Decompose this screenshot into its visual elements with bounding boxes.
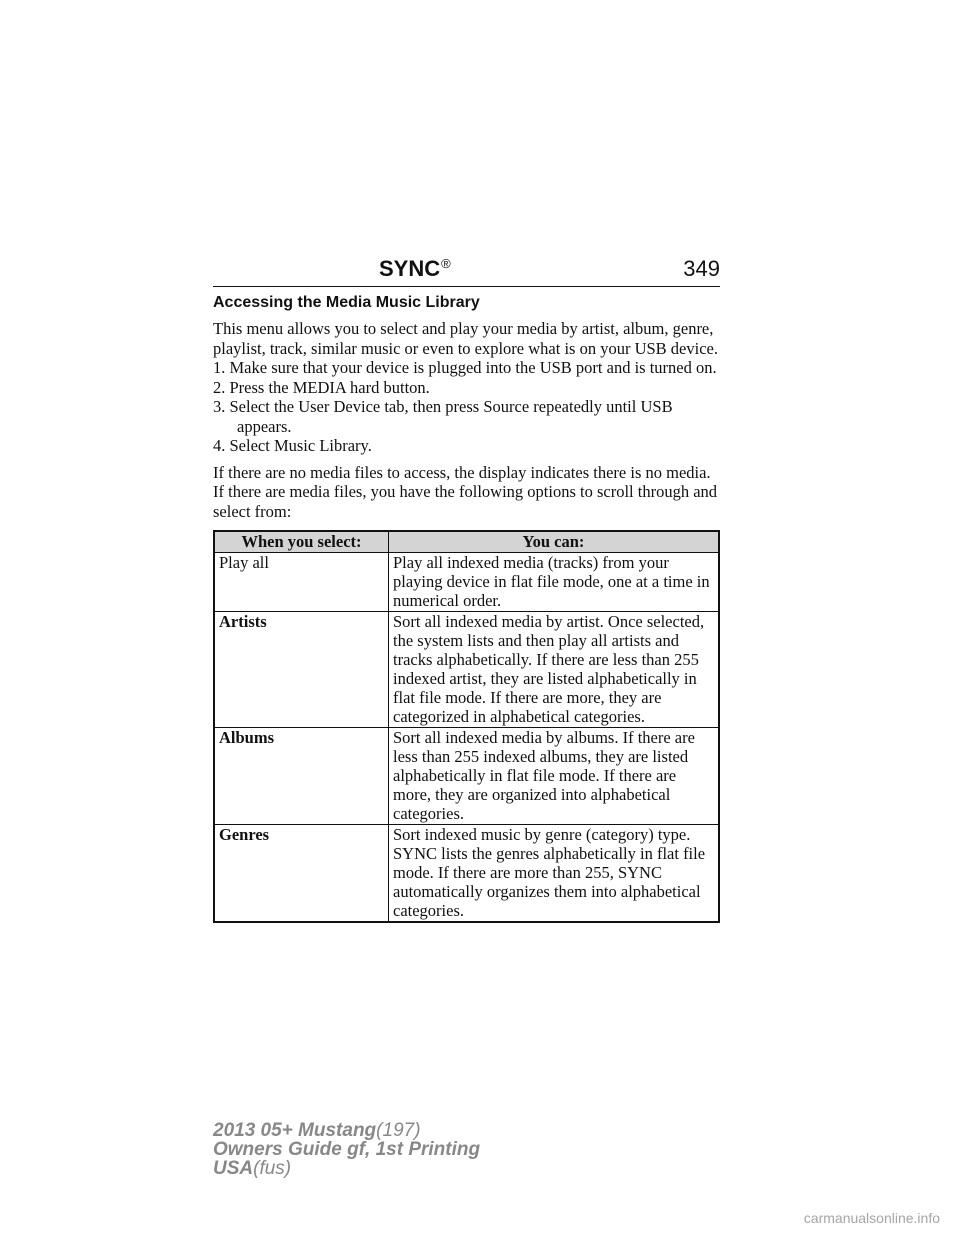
option-description: Sort indexed music by genre (category) type. SYNC lists the genres alphabetically in flat file mode. If there are more than 255, SYNC automatically organizes them into alphabetical categories.	[389, 824, 720, 922]
page-number: 349	[683, 256, 720, 281]
option-name: Artists	[214, 611, 389, 727]
table-row	[214, 611, 719, 727]
table-row	[214, 727, 719, 824]
step-item: 3. Select the User Device tab, then press Source repeatedly until USB appears.	[213, 397, 673, 436]
option-description: Sort all indexed media by artist. Once selected, the system lists and then play all artists and tracks alphabetically. If there are less than 255 indexed artist, they are listed alphabetically in flat file mode. If there are more, they are categorized in alphabetical categories.	[389, 611, 720, 727]
steps-list	[213, 358, 720, 456]
option-name: Play all	[214, 552, 389, 611]
table-header-row	[214, 531, 719, 552]
option-name: Genres	[214, 824, 389, 922]
option-name: Albums	[214, 727, 389, 824]
page-content	[213, 293, 720, 923]
registered-mark: ®	[441, 255, 451, 271]
page-header	[213, 256, 720, 287]
section-name-text: SYNC	[379, 256, 441, 281]
intro-paragraph: This menu allows you to select and play your media by artist, album, genre, playlist, track, similar music or even to explore what is on your USB device.	[213, 319, 718, 358]
footer-model-code: (197)	[376, 1120, 421, 1141]
option-description: Play all indexed media (tracks) from your playing device in flat file mode, one at a time in numerical order.	[389, 552, 720, 611]
options-table	[213, 530, 720, 923]
footer-market-text: USA	[213, 1158, 254, 1179]
watermark-link[interactable]: carmanualsonline.info	[803, 1210, 940, 1226]
section-name	[379, 256, 451, 282]
table-row	[214, 824, 719, 922]
footer-line-market	[213, 1159, 480, 1178]
footer-line-model	[213, 1121, 480, 1140]
step-item: 2. Press the MEDIA hard button.	[213, 377, 430, 397]
option-description: Sort all indexed media by albums. If there are less than 255 indexed albums, they are listed alphabetically in flat file mode. If there are more, they are organized into alphabetical categories.	[389, 727, 720, 824]
print-footer	[213, 1121, 480, 1178]
step-item: 1. Make sure that your device is plugged into the USB port and is turned on.	[213, 358, 717, 377]
footer-line-guide: Owners Guide gf, 1st Printing	[213, 1139, 481, 1160]
table-row	[214, 552, 719, 611]
footer-market-code: (fus)	[253, 1158, 292, 1179]
column-header-when-you-select: When you select:	[214, 531, 389, 552]
column-header-you-can: You can:	[389, 531, 720, 552]
options-paragraph: If there are no media files to access, the display indicates there is no media. If there are media files, you have the following options to scroll through and select from:	[213, 462, 718, 521]
footer-model-text: 2013 05+ Mustang	[213, 1120, 377, 1141]
step-item: 4. Select Music Library.	[213, 436, 372, 455]
section-title: Accessing the Media Music Library	[213, 294, 480, 311]
